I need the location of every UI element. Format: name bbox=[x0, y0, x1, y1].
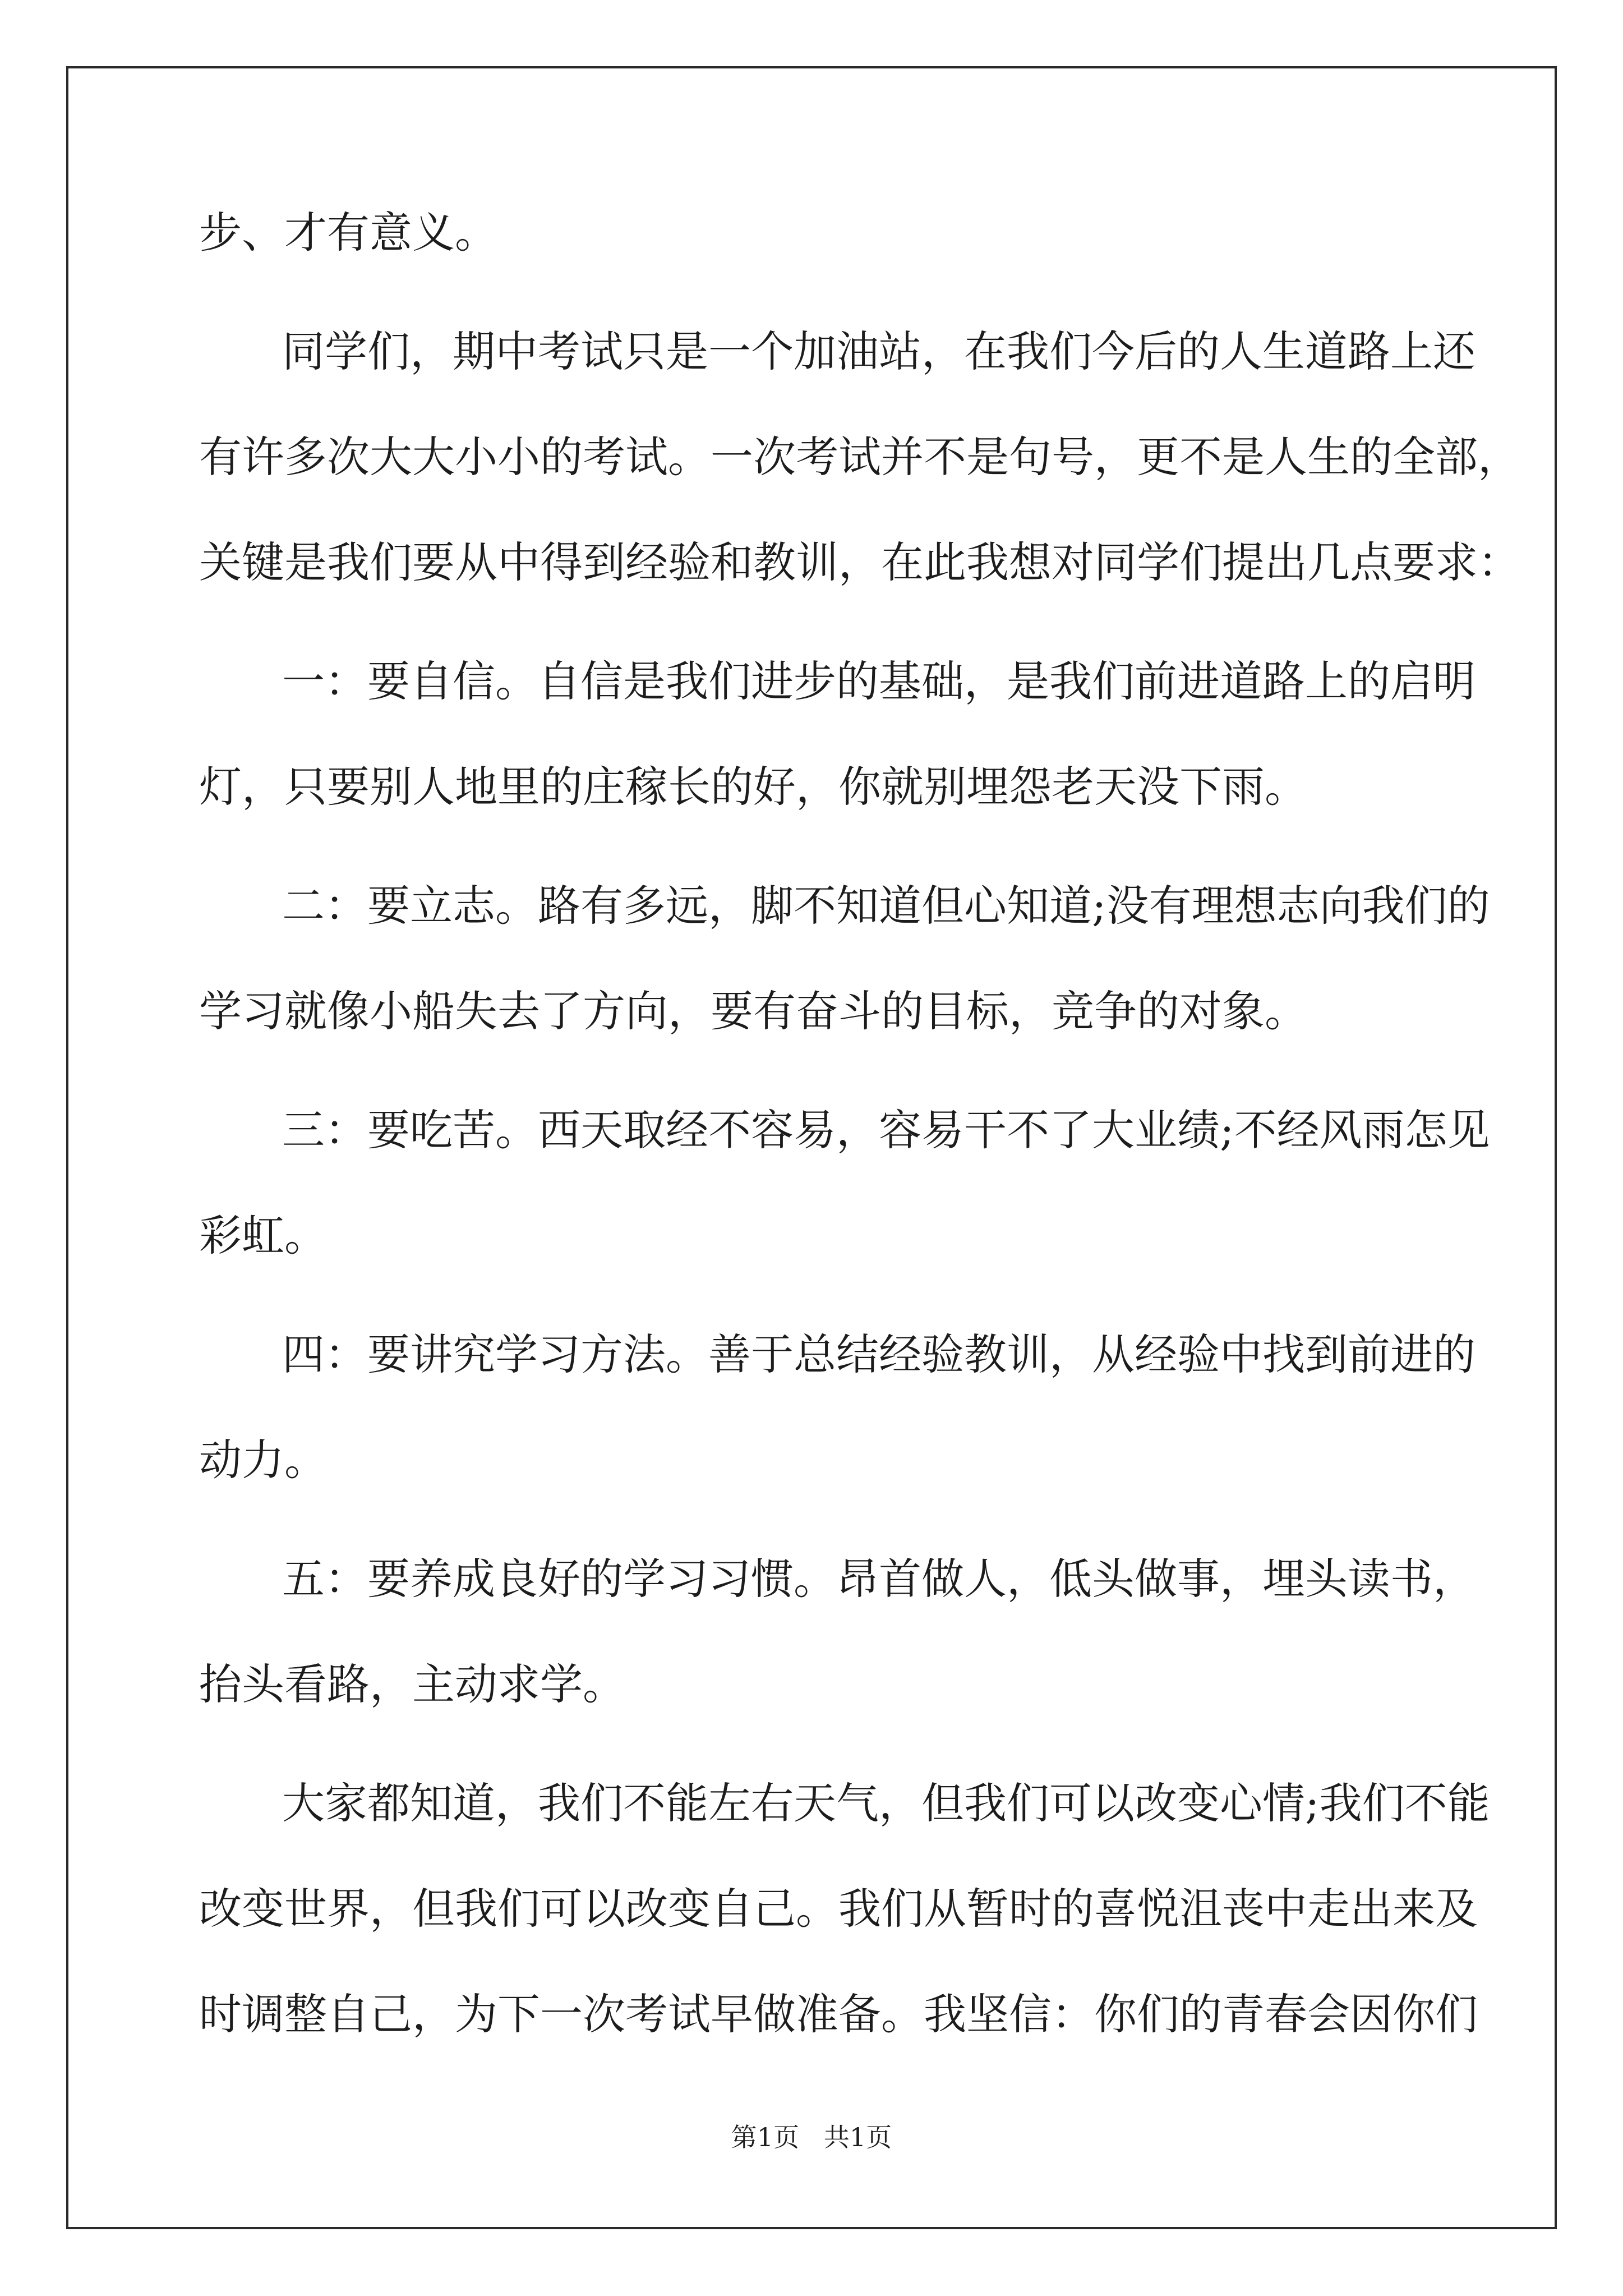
text-line: 改变世界，但我们可以改变自己。我们从暂时的喜悦沮丧中走出来及 bbox=[199, 1884, 1478, 1934]
text-line: 关键是我们要从中得到经验和教训，在此我想对同学们提出几点要求： bbox=[199, 537, 1520, 587]
text-line: 灯，只要别人地里的庄稼长的好，你就别埋怨老天没下雨。 bbox=[199, 762, 1307, 812]
text-line: 大家都知道，我们不能左右天气，但我们可以改变心情;我们不能 bbox=[282, 1778, 1490, 1828]
text-line: 三：要吃苦。西天取经不容易，容易干不了大业绩;不经风雨怎见 bbox=[282, 1105, 1490, 1155]
text-line: 抬头看路，主动求学。 bbox=[199, 1659, 625, 1709]
text-line: 步、才有意义。 bbox=[199, 208, 497, 257]
text-line: 动力。 bbox=[199, 1435, 327, 1485]
text-line: 时调整自己，为下一次考试早做准备。我坚信：你们的青春会因你们 bbox=[199, 1989, 1478, 2039]
text-line: 同学们，期中考试只是一个加油站，在我们今后的人生道路上还 bbox=[282, 326, 1476, 376]
text-line: 五：要养成良好的学习习惯。昂首做人，低头做事，埋头读书， bbox=[282, 1554, 1476, 1604]
text-line: 彩虹。 bbox=[199, 1211, 327, 1260]
text-line: 四：要讲究学习方法。善于总结经验教训，从经验中找到前进的 bbox=[282, 1329, 1476, 1379]
text-line: 学习就像小船失去了方向，要有奋斗的目标，竞争的对象。 bbox=[199, 986, 1307, 1036]
text-line: 一：要自信。自信是我们进步的基础，是我们前进道路上的启明 bbox=[282, 656, 1476, 706]
page-footer: 第1页 共1页 bbox=[731, 2122, 892, 2152]
text-line: 有许多次大大小小的考试。一次考试并不是句号，更不是人生的全部， bbox=[199, 432, 1520, 482]
text-line: 二：要立志。路有多远，脚不知道但心知道;没有理想志向我们的 bbox=[282, 881, 1490, 931]
